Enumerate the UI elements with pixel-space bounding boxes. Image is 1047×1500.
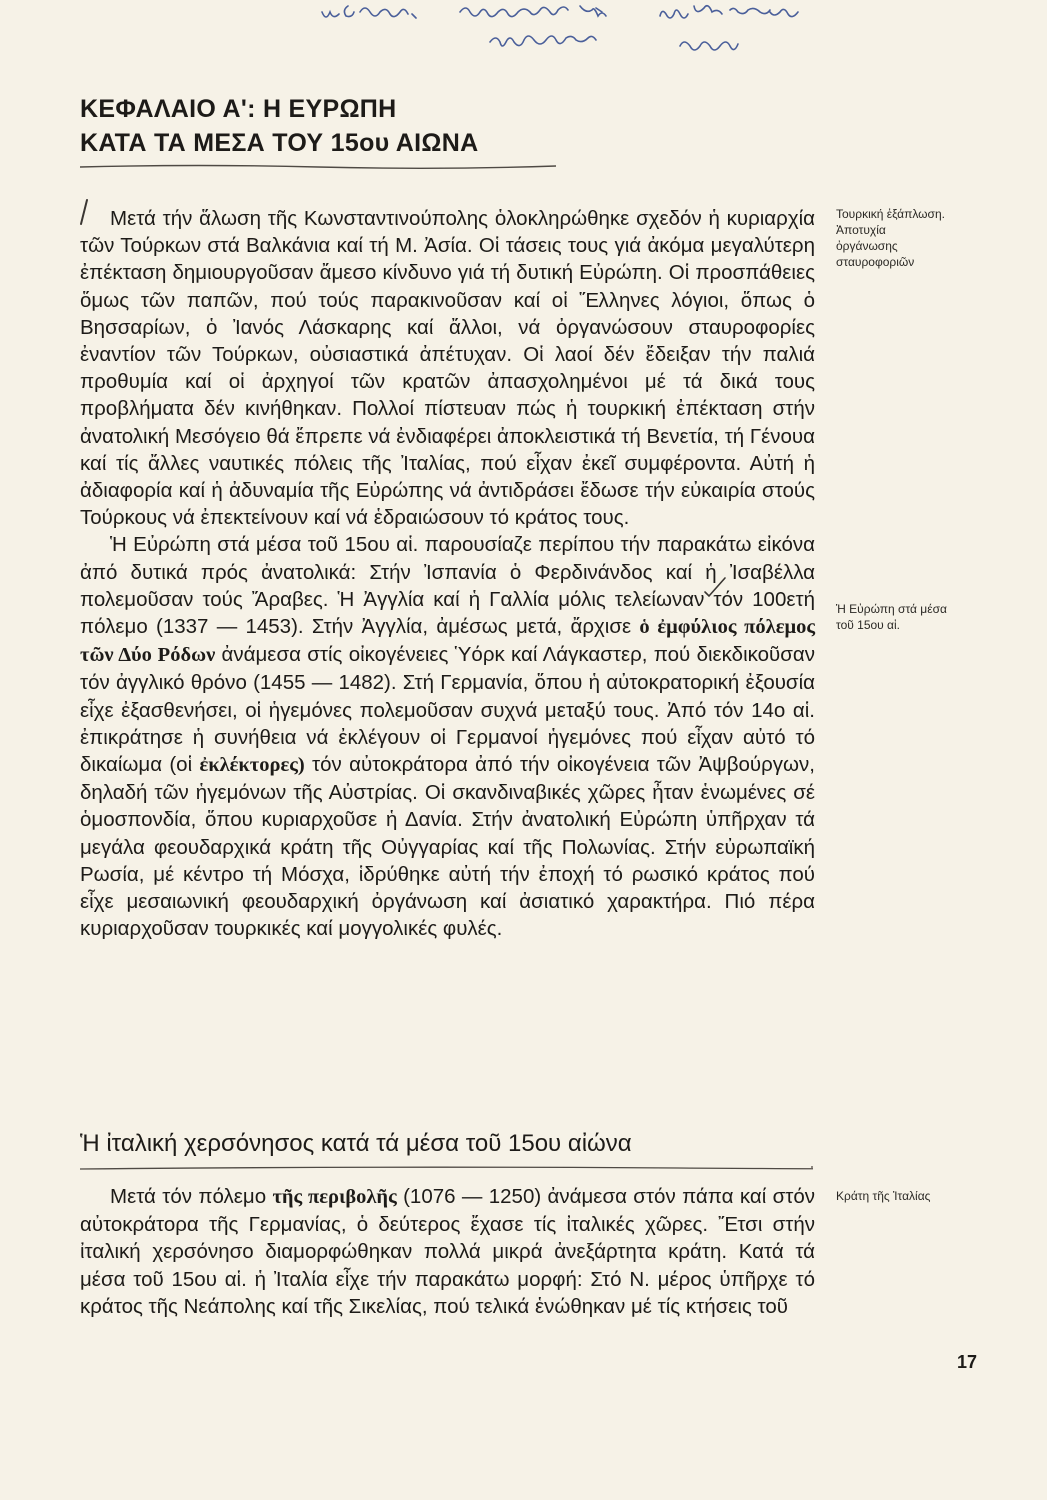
- chapter-title-line-1: ΚΕΦΑΛΑΙΟ Α': Η ΕΥΡΩΠΗ: [80, 95, 397, 123]
- handwritten-note: [300, 2, 860, 64]
- italy-text-block: [80, 1183, 815, 1320]
- key-term: ὁ ἐμφύλιος πόλεμος τῶν Δύο Ρόδων: [80, 616, 816, 667]
- section-underline-rule: [78, 1163, 813, 1175]
- text-run: τόν αὐτοκράτορα ἀπό τήν οἰκογένεια τῶν Ἀψβούργων, δηλαδή τῶν ἡγεμόνων τῆς Αὐστρίας. Οἱ σκανδιναβικές χῶρες ἦταν ἑνωμένες σέ ὁμοσπονδία, ὅπου κυριαρχοῦσε ἡ Δανία. Στήν ἀνατολική Εὐρώπη ὑπῆρχαν τά μεγάλα φεουδαρχικά κράτη τῆς Οὐγγαρίας καί τῆς Πολωνίας. Στήν εὐρωπαϊκή Ρωσία, μέ κέντρο τή Μόσχα, ἱδρύθηκε αὐτή τήν ἐποχή τό ρωσικό κράτος πού εἶχε μεσαιωνική φεουδαρχική ὀργάνωση καί ἀσιατικό χαρακτήρα. Πιό πέρα κυριαρχοῦσαν τουρκικές καί μογγολικές φυλές.: [80, 753, 815, 941]
- margin-note-line: ὀργάνωσης: [836, 239, 898, 253]
- page-number: 17: [957, 1352, 978, 1372]
- section-heading: Ἡ ἰταλική χερσόνησος κατά τά μέσα τοῦ 15ου αἰώνα: [80, 1130, 632, 1157]
- key-term: ἐκλέκτορες): [199, 754, 305, 777]
- text-run: Ἡ Εὐρώπη στά μέσα τοῦ 15ου αἱ. παρουσίαζε περίπου τήν παρακάτω εἰκόνα ἀπό δυτικά πρός ἀνατολικά: Στήν Ἰσπανία ὁ Φερδινάνδος καί ἡ Ἰσαβέλλα πολεμοῦσαν τούς Ἄραβες. Ἡ Ἀγγλία καί ἡ Γαλλία μόλις τελείωναν τόν 100ετή πόλεμο (1337 — 1453). Στήν Ἀγγλία, ἀμέσως μετά, ἄρχισε: [80, 533, 815, 639]
- key-term: τῆς περιβολῆς: [272, 1186, 397, 1208]
- text-run: (1076 — 1250) ἀνάμεσα στόν πάπα καί στόν αὐτοκράτορα τῆς Γερμανίας, ὁ δεύτερος ἔχασε τίς ἰταλικές χῶρες. Ἔτσι στήν ἰταλική χερσόνησο διαμορφώθηκαν πολλά μικρά ἀνεξάρτητα κράτη. Κατά τά μέσα τοῦ 15ου αἱ. ἡ Ἰταλία εἶχε τήν παρακάτω μορφή: Στό Ν. μέρος ὑπῆρχε τό κράτος τῆς Νεάπολης καί τῆς Σικελίας, πού τελικά ἑνώθηκαν μέ τίς κτήσεις τοῦ: [80, 1185, 816, 1318]
- margin-note-line: τοῦ 15ου αἱ.: [836, 618, 900, 632]
- text-run: Μετά τόν πόλεμο: [110, 1185, 273, 1208]
- title-underline-rule: [78, 160, 558, 174]
- handwriting-scribble-icon: [300, 2, 860, 64]
- margin-note-turkish-expansion: [836, 206, 1016, 270]
- chapter-title-line-2: ΚΑΤΑ ΤΑ ΜΕΣΑ ΤΟΥ 15ου ΑΙΩΝΑ: [80, 129, 479, 157]
- margin-note-line: σταυροφοριῶν: [836, 255, 915, 269]
- pencil-mark-icon: [78, 198, 90, 226]
- main-paragraph-1: [80, 205, 815, 531]
- text-run: ἀνάμεσα στίς οἰκογένειες Ὑόρκ καί Λάγκαστερ, πού διεκδικοῦσαν τόν ἀγγλικό θρόνο (1455 — 1482). Στή Γερμανία, ὅπου ἡ αὐτοκρατορική ἐξουσία εἶχε ἐξασθενήσει, οἱ ἡγεμόνες πολεμοῦσαν συχνά μεταξύ τους. Ἀπό τόν 14ο αἱ. ἐπικράτησε ἡ συνήθεια νά ἐκλέγουν οἱ Γερμανοί ἡγεμόνες πού εἶχαν αὐτό τό δικαίωμα (οἱ: [80, 643, 816, 777]
- margin-note-line: Ἡ Εὐρώπη στά μέσα: [836, 602, 947, 616]
- margin-note-italian-states: [836, 1188, 1016, 1204]
- margin-note-europe: [836, 601, 1016, 633]
- chapter-title: [80, 92, 600, 160]
- margin-note-line: Ἀποτυχία: [836, 223, 886, 237]
- margin-note-line: Τουρκική ἐξάπλωση.: [836, 207, 945, 221]
- italy-paragraph-1: [80, 1183, 815, 1320]
- margin-note-line: Κράτη τῆς Ἰταλίας: [836, 1189, 931, 1203]
- text-run: Μετά τήν ἅλωση τῆς Κωνσταντινούπολης ὁλοκληρώθηκε σχεδόν ἡ κυριαρχία τῶν Τούρκων στά Βαλκάνια καί τή Μ. Ἀσία. Οἱ τάσεις τους γιά ἀκόμα μεγαλύτερη ἐπέκταση δημιουργοῦσαν ἄμεσο κίνδυνο γιά τή δυτική Εὐρώπη. Οἱ προσπάθειες ὅμως τῶν παπῶν, πού τούς παρακινοῦσαν καί οἱ Ἕλληνες λόγιοι, ὅπως ὁ Βησσαρίων, ὁ Ἰανός Λάσκαρης καί ἄλλοι, νά ὀργανώσουν σταυροφορίες ἐναντίον τῶν Τούρκων, οὐσιαστικά ἀπέτυχαν. Οἱ λαοί δέν ἔδειξαν τήν παλιά προθυμία καί οἱ ἀρχηγοί τῶν κρατῶν ἀπασχολημένοι μέ τά δικά τους προβλήματα δέν κινήθηκαν. Πολλοί πίστευαν πώς ἡ τουρκική ἐπέκταση στήν ἀνατολική Μεσόγειο θά ἔπρεπε νά ἐνδιαφέρει ἀποκλειστικά τή Βενετία, τή Γένουα καί τίς ἄλλες ναυτικές πόλεις τῆς Ἰταλίας, πού εἶχαν ἐκεῖ συμφέροντα. Αὐτή ἡ ἀδιαφορία καί ἡ ἀδυναμία τῆς Εὐρώπης νά ἀντιδράσει ἔδωσε τήν εὐκαιρία στούς Τούρκους νά ἐπεκτείνουν καί νά ἑδραιώσουν τό κράτος τους.: [80, 207, 815, 530]
- pencil-check-icon: [703, 574, 727, 598]
